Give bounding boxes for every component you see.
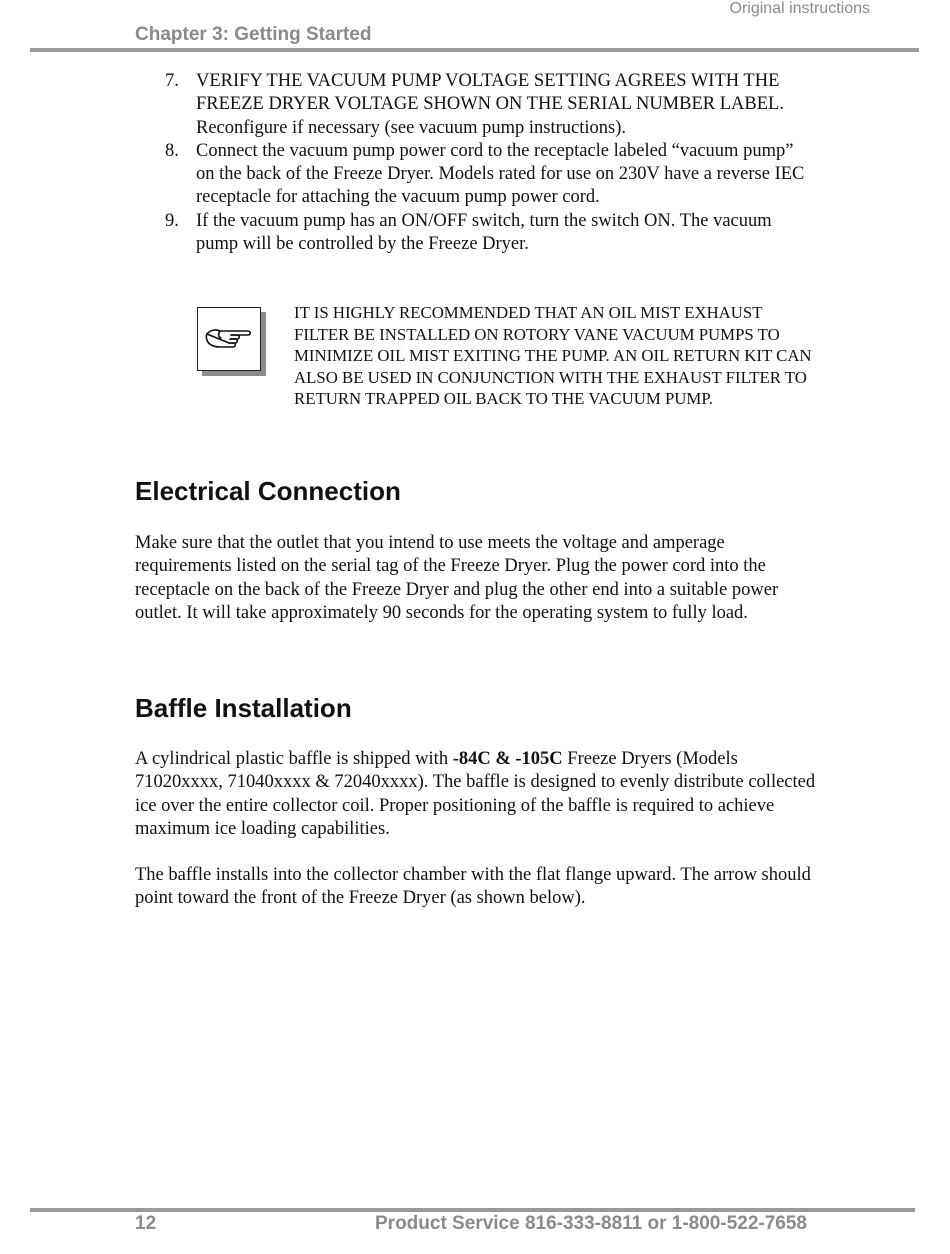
note-text: IT IS HIGHLY RECOMMENDED THAT AN OIL MIST EXHAUST FILTER BE INSTALLED ON ROTORY VANE VACUUM PUMPS TO MINIMIZE OIL MIST EXITING THE PUMP. AN OIL RETURN KIT CAN ALSO BE USED IN CONJUNCTION WITH THE EXHAUST FILTER TO RETURN TRAPPED OIL BACK TO THE VACUUM PUMP.	[294, 303, 812, 409]
list-item	[165, 210, 815, 257]
baffle-paragraph-1	[135, 748, 825, 841]
chapter-title: Chapter 3: Getting Started	[135, 24, 372, 45]
step-text: If the vacuum pump has an ON/OFF switch, turn the switch ON. The vacuum pump will be controlled by the Freeze Dryer.	[196, 210, 772, 255]
list-item	[165, 140, 815, 210]
pointing-hand-icon-glyph	[204, 322, 254, 356]
step-text: VERIFY THE VACUUM PUMP VOLTAGE SETTING AGREES WITH THE FREEZE DRYER VOLTAGE SHOWN ON THE SERIAL NUMBER LABEL. Reconfigure if necessary (see vacuum pump instructions).	[196, 71, 784, 138]
product-service-line: Product Service 816-333-8811 or 1-800-522-7658	[375, 1213, 807, 1234]
section-heading-baffle: Baffle Installation	[135, 693, 352, 723]
header-rule	[30, 48, 919, 52]
list-item	[165, 70, 815, 140]
baffle-paragraph-2: The baffle installs into the collector chamber with the flat flange upward. The arrow should point toward the front of the Freeze Dryer (as shown below).	[135, 865, 811, 909]
page-number: 12	[135, 1213, 157, 1234]
baffle-text-start: A cylindrical plastic baffle is shipped with	[135, 749, 453, 769]
pointing-hand-icon	[197, 307, 261, 371]
original-instructions-label: Original instructions	[729, 0, 870, 17]
footer-rule	[30, 1208, 915, 1212]
step-list	[165, 70, 815, 256]
step-number: 8.	[165, 140, 179, 161]
baffle-models-bold: -84C & -105C	[452, 749, 563, 769]
step-number: 7.	[165, 71, 179, 91]
step-text: Connect the vacuum pump power cord to the receptacle labeled “vacuum pump” on the back of the Freeze Dryer. Models rated for use on 230V have a reverse IEC receptacle for attaching the vacuum pump power cord.	[196, 140, 805, 208]
electrical-paragraph: Make sure that the outlet that you intend to use meets the voltage and amperage requirements listed on the serial tag of the Freeze Dryer. Plug the power cord into the receptacle on the back of the Freeze Dryer and plug the other end into a suitable power outlet. It will take approximately 90 seconds for the operating system to fully load.	[135, 533, 779, 623]
section-heading-electrical: Electrical Connection	[135, 476, 401, 506]
baffle-text-end: Freeze Dryers (Models 71020xxxx, 71040xxxx & 72040xxxx). The baffle is designed to evenly distribute collected ice over the entire collector coil. Proper positioning of the baffle is required to achieve maximum ice loading capabilities.	[135, 749, 816, 839]
step-number: 9.	[165, 210, 179, 231]
